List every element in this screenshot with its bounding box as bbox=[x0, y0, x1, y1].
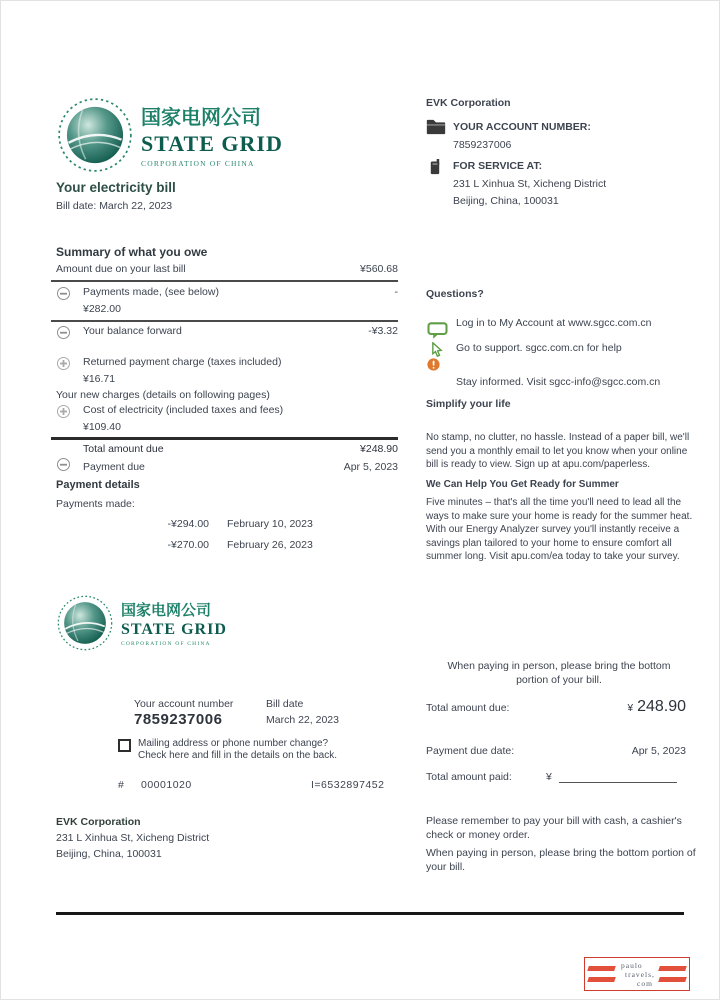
balance-forward-label: Your balance forward bbox=[83, 325, 182, 337]
currency-symbol: ¥ bbox=[627, 703, 634, 714]
stub-due-date-row bbox=[426, 745, 686, 759]
simplify-title: Simplify your life bbox=[426, 398, 511, 410]
state-grid-logotype bbox=[141, 101, 283, 168]
payments-made-value: - bbox=[394, 286, 398, 298]
payment-date: February 10, 2023 bbox=[227, 518, 313, 530]
minus-circle-icon bbox=[57, 326, 70, 339]
checkbox-label-line2: Check here and fill in the details on the back. bbox=[138, 750, 338, 761]
payment-row bbox=[121, 539, 421, 553]
payments-made-label: Payments made, (see below) bbox=[83, 286, 219, 298]
payment-amount: -¥270.00 bbox=[167, 539, 209, 551]
logo-chinese-text: 国家电网公司 bbox=[141, 107, 261, 129]
stub-due-date-value: Apr 5, 2023 bbox=[631, 745, 686, 757]
globe-icon bbox=[56, 594, 114, 652]
questions-item-informed: Stay informed. Visit sgcc-info@sgcc.com.cn bbox=[456, 376, 661, 388]
logo-english-text: STATE GRID bbox=[121, 621, 227, 638]
payments-made-subtitle: Payments made: bbox=[56, 498, 135, 510]
payment-details-title: Payment details bbox=[56, 479, 140, 491]
stub-total-due-amount: 248.90 bbox=[637, 698, 686, 715]
last-bill-label: Amount due on your last bill bbox=[56, 263, 186, 275]
stub-paid-label: Total amount paid: bbox=[426, 771, 512, 783]
new-charges-label: Your new charges (details on following pages) bbox=[56, 389, 270, 401]
stub-pay-note: When paying in person, please bring the bottom portion of your bill. bbox=[447, 660, 671, 686]
state-grid-logotype-small bbox=[121, 599, 227, 647]
plus-circle-icon bbox=[57, 357, 70, 370]
divider bbox=[51, 280, 398, 282]
page-title: Your electricity bill bbox=[56, 180, 176, 195]
paulo-travels-watermark bbox=[584, 957, 690, 991]
summer-paragraph: Five minutes – that's all the time you'll need to lead all the ways to make sure your home is ready for the summer heat. With our Energy Analyzer survey you'll instantly receive a savings plan tailored to your home to ensure comfort all summer long. Visit apu.com/ea today to take your survey. bbox=[426, 497, 693, 562]
payment-row bbox=[121, 518, 421, 532]
divider bbox=[51, 320, 398, 322]
watermark-stripe bbox=[658, 977, 687, 982]
stub-bill-date-value: March 22, 2023 bbox=[266, 714, 339, 726]
stub-total-due-value bbox=[628, 698, 687, 716]
stub-total-due-label: Total amount due: bbox=[426, 702, 510, 714]
minus-circle-icon bbox=[57, 458, 70, 471]
payment-due-label: Payment due bbox=[83, 461, 145, 473]
watermark-stripe bbox=[587, 977, 616, 982]
total-due-label: Total amount due bbox=[83, 443, 164, 455]
account-number-label: YOUR ACCOUNT NUMBER: bbox=[453, 121, 591, 133]
checkbox-label-line1: Mailing address or phone number change? bbox=[138, 738, 329, 749]
returned-charge-amount: ¥16.71 bbox=[83, 373, 116, 385]
stub-code-left: 00001020 bbox=[141, 779, 192, 791]
stub-paid-currency: ¥ bbox=[546, 771, 552, 783]
service-address-line2: Beijing, China, 100031 bbox=[453, 195, 559, 207]
payments-made-amount: ¥282.00 bbox=[83, 303, 121, 315]
state-grid-logo-small-icon bbox=[56, 594, 114, 652]
service-address-label: FOR SERVICE AT: bbox=[453, 160, 543, 172]
questions-item-login: Log in to My Account at www.sgcc.com.cn bbox=[456, 317, 652, 329]
electricity-cost-label: Cost of electricity (included taxes and fees) bbox=[83, 404, 284, 416]
payment-due-value: Apr 5, 2023 bbox=[343, 461, 398, 473]
payment-amount: -¥294.00 bbox=[167, 518, 209, 530]
returned-charge-label: Returned payment charge (taxes included) bbox=[83, 356, 282, 368]
globe-icon bbox=[56, 96, 134, 174]
bottom-heavy-rule bbox=[56, 912, 684, 915]
summary-row-last-bill bbox=[56, 263, 398, 277]
plus-circle-icon bbox=[57, 405, 70, 418]
customer-company-name: EVK Corporation bbox=[426, 97, 511, 109]
summer-title: We Can Help You Get Ready for Summer bbox=[426, 479, 619, 490]
watermark-text-line3: com bbox=[637, 979, 653, 988]
watermark-text-line2: travels, bbox=[625, 970, 655, 979]
logo-english-text: STATE GRID bbox=[141, 131, 283, 156]
minus-circle-icon bbox=[57, 287, 70, 300]
questions-item-support: Go to support. sgcc.com.cn for help bbox=[456, 342, 622, 354]
last-bill-value: ¥560.68 bbox=[360, 263, 398, 275]
stub-code-right: I=6532897452 bbox=[311, 779, 385, 791]
address-change-checkbox[interactable] bbox=[118, 739, 131, 752]
payment-date: February 26, 2023 bbox=[227, 539, 313, 551]
footer-reminder-cash: Please remember to pay your bill with cash, a cashier's check or money order. bbox=[426, 815, 682, 841]
balance-forward-value: -¥3.32 bbox=[368, 325, 398, 337]
summary-title: Summary of what you owe bbox=[56, 245, 208, 259]
stub-bill-date-label: Bill date bbox=[266, 698, 304, 710]
watermark-stripe bbox=[587, 966, 616, 971]
amount-paid-blank-line[interactable] bbox=[559, 771, 677, 783]
watermark-text-line1: paulo bbox=[621, 961, 643, 970]
paperless-paragraph: No stamp, no clutter, no hassle. Instead of a paper bill, we'll send you a monthly email to let you know when your online bill is ready to view. Sign up at apu.com/paperless. bbox=[426, 432, 690, 470]
service-address-line1: 231 L Xinhua St, Xicheng District bbox=[453, 178, 607, 190]
alert-icon bbox=[427, 358, 440, 376]
account-number-value: 7859237006 bbox=[453, 139, 512, 151]
summary-row-payment-due bbox=[83, 461, 398, 475]
divider bbox=[51, 437, 398, 440]
bill-date-line: Bill date: March 22, 2023 bbox=[56, 200, 173, 212]
footer-address-line2: Beijing, China, 100031 bbox=[56, 848, 162, 860]
logo-subtitle-text: CORPORATION OF CHINA bbox=[121, 641, 211, 647]
summary-row-payments-made bbox=[83, 286, 398, 300]
stub-account-label: Your account number bbox=[134, 698, 234, 710]
stub-total-due-row bbox=[426, 698, 686, 716]
phone-icon bbox=[428, 159, 442, 180]
stub-account-number: 7859237006 bbox=[134, 711, 223, 728]
folder-icon bbox=[426, 119, 446, 140]
footer-address-line1: 231 L Xinhua St, Xicheng District bbox=[56, 832, 210, 844]
summary-row-balance-forward bbox=[83, 325, 398, 339]
watermark-stripe bbox=[658, 966, 687, 971]
logo-subtitle-text: CORPORATION OF CHINA bbox=[141, 159, 255, 168]
stub-hash-mark: # bbox=[118, 779, 124, 791]
summary-row-total-due bbox=[83, 443, 398, 457]
questions-title: Questions? bbox=[426, 288, 484, 300]
electricity-cost-amount: ¥109.40 bbox=[83, 421, 121, 433]
stub-due-date-label: Payment due date: bbox=[426, 745, 515, 757]
total-due-value: ¥248.90 bbox=[360, 443, 398, 455]
state-grid-logo-icon bbox=[56, 96, 134, 174]
footer-reminder-bottom-portion: When paying in person, please bring the bottom portion of your bill. bbox=[426, 847, 696, 873]
footer-company-name: EVK Corporation bbox=[56, 816, 141, 828]
logo-chinese-text: 国家电网公司 bbox=[121, 602, 212, 619]
